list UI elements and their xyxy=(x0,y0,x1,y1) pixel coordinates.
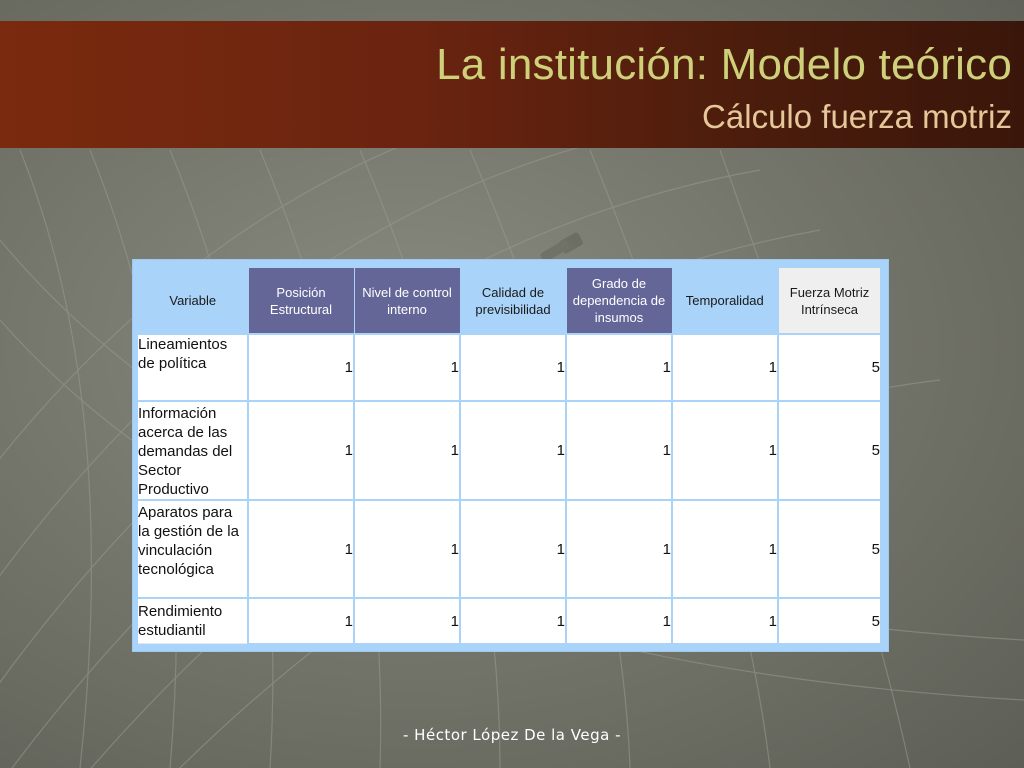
cell-value: 1 xyxy=(354,401,460,500)
cell-value: 1 xyxy=(566,598,672,643)
slide-footer-author: - Héctor López De la Vega - xyxy=(403,726,621,744)
header-grado-dependencia-insumos: Grado de dependencia de insumos xyxy=(566,268,672,334)
cell-value: 1 xyxy=(354,598,460,643)
fuerza-motriz-table xyxy=(138,268,880,644)
header-fuerza-motriz-intrinseca: Fuerza Motriz Intrínseca xyxy=(778,268,880,334)
header-posicion-estructural: Posición Estructural xyxy=(248,268,354,334)
header-temporalidad: Temporalidad xyxy=(672,268,778,334)
cell-value: 1 xyxy=(460,401,566,500)
header-nivel-control-interno: Nivel de control interno xyxy=(354,268,460,334)
table-row xyxy=(138,401,880,500)
cell-value: 1 xyxy=(672,401,778,500)
row-variable-label: Información acerca de las demandas del Sector Productivo xyxy=(138,401,248,500)
cell-value: 1 xyxy=(566,334,672,401)
cell-value: 1 xyxy=(672,334,778,401)
cell-total: 5 xyxy=(778,598,880,643)
cell-value: 1 xyxy=(460,598,566,643)
cell-value: 1 xyxy=(248,401,354,500)
row-variable-label: Lineamientos de política xyxy=(138,334,248,401)
cell-value: 1 xyxy=(460,500,566,598)
header-variable: Variable xyxy=(138,268,248,334)
cell-total: 5 xyxy=(778,334,880,401)
slide-subtitle: Cálculo fuerza motriz xyxy=(702,98,1012,135)
cell-total: 5 xyxy=(778,500,880,598)
row-variable-label: Rendimiento estudiantil xyxy=(138,598,248,643)
table-row xyxy=(138,500,880,598)
cell-total: 5 xyxy=(778,401,880,500)
cell-value: 1 xyxy=(460,334,566,401)
cell-value: 1 xyxy=(354,500,460,598)
table-row xyxy=(138,598,880,643)
cell-value: 1 xyxy=(566,500,672,598)
cell-value: 1 xyxy=(672,500,778,598)
table-frame xyxy=(132,259,889,652)
slide-title: La institución: Modelo teórico xyxy=(436,40,1012,89)
table-row xyxy=(138,334,880,401)
cell-value: 1 xyxy=(566,401,672,500)
table-header-row xyxy=(138,268,880,334)
row-variable-label: Aparatos para la gestión de la vinculación tecnológica xyxy=(138,500,248,598)
header-calidad-previsibilidad: Calidad de previsibilidad xyxy=(460,268,566,334)
cell-value: 1 xyxy=(354,334,460,401)
cell-value: 1 xyxy=(248,500,354,598)
cell-value: 1 xyxy=(672,598,778,643)
cell-value: 1 xyxy=(248,334,354,401)
cell-value: 1 xyxy=(248,598,354,643)
